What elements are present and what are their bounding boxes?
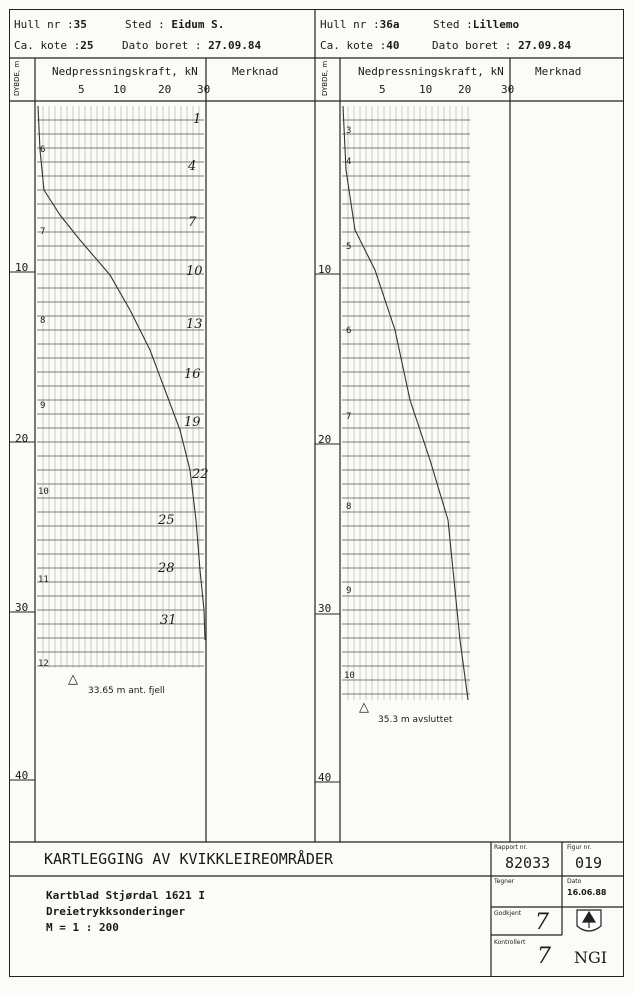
- remark-label-1: Merknad: [232, 65, 279, 78]
- place-name-2: Lillemo: [472, 18, 520, 31]
- place-name-1: Eidum S.: [171, 18, 225, 31]
- count-4: 4: [188, 159, 197, 174]
- count-13: 13: [186, 317, 203, 332]
- force-tick-5-2: 5: [379, 83, 386, 96]
- force-tick-20-2: 20: [458, 83, 472, 96]
- count-16: 16: [184, 367, 201, 382]
- end-depth-2: 35.3 m avsluttet: [378, 715, 453, 725]
- hole-number-2: [320, 19, 399, 30]
- elev-value-2: 40: [386, 39, 400, 52]
- row-number-12-1: 12: [38, 659, 49, 669]
- depth-label-20-2: 20: [318, 433, 332, 446]
- depth-axis-label-1: DYBDE, m: [13, 60, 21, 96]
- elev-value-1: 25: [80, 39, 94, 52]
- sounding-hatching-2: [342, 106, 470, 700]
- row-number-8-1: 8: [40, 316, 46, 326]
- end-marker-icon-1: △: [68, 672, 78, 687]
- force-tick-30-1: 30: [197, 83, 211, 96]
- count-31: 31: [160, 613, 177, 628]
- hole-number-1: [14, 19, 87, 30]
- drawing-scale: M = 1 : 200: [46, 921, 119, 934]
- row-number-11-1: 11: [38, 575, 49, 585]
- force-tick-10-1: 10: [113, 83, 127, 96]
- place-label-1: Sted :: [125, 18, 165, 31]
- hole-no-2: 36a: [379, 18, 400, 31]
- place-label-2: Sted :: [433, 18, 473, 31]
- force-tick-5-1: 5: [78, 83, 85, 96]
- sounding-curve-1: [38, 106, 205, 640]
- hole-label-2: Hull nr :: [320, 18, 380, 31]
- row-number-8-2: 8: [346, 502, 352, 512]
- elev-label-2: Ca. kote :: [320, 39, 387, 52]
- approved-label: Godkjent: [494, 910, 522, 917]
- report-number: 82033: [505, 854, 551, 872]
- end-depth-1: 33.65 m ant. fjell: [88, 686, 165, 696]
- depth-label-40-2: 40: [318, 771, 332, 784]
- count-28: 28: [158, 561, 175, 576]
- date-value-1: 27.09.84: [208, 39, 262, 52]
- checked-signature: 7: [537, 944, 551, 969]
- force-tick-10-2: 10: [419, 83, 433, 96]
- date-label: Dato: [567, 878, 582, 885]
- force-tick-30-2: 30: [501, 83, 515, 96]
- count-19: 19: [184, 415, 201, 430]
- place-1: [125, 19, 224, 30]
- figure-number: 019: [575, 854, 603, 872]
- row-number-6-2: 6: [346, 326, 352, 336]
- date-value-2: 27.09.84: [518, 39, 572, 52]
- place-2: [433, 19, 519, 30]
- depth-label-30-2: 30: [318, 602, 332, 615]
- force-label-2: Nedpressningskraft, kN: [358, 65, 504, 78]
- row-number-9-1: 9: [40, 401, 46, 411]
- count-22: 22: [192, 467, 209, 482]
- elevation-2: [320, 40, 399, 51]
- date-drilled-1: [122, 40, 261, 51]
- hole-no-1: 35: [73, 18, 87, 31]
- hole-label-1: Hull nr :: [14, 18, 74, 31]
- report-number-label: Rapport nr.: [494, 844, 528, 851]
- force-label-1: Nedpressningskraft, kN: [52, 65, 198, 78]
- sounding-curve-2: [343, 106, 468, 700]
- elev-label-1: Ca. kote :: [14, 39, 81, 52]
- row-number-9-2: 9: [346, 586, 352, 596]
- depth-axis-label-2: DYBDE, m: [321, 60, 329, 96]
- date-label-1: Dato boret :: [122, 39, 202, 52]
- depth-label-20-1: 20: [15, 432, 29, 445]
- depth-label-10-2: 10: [318, 263, 332, 276]
- row-number-3-2: 3: [346, 126, 352, 136]
- depth-label-10-1: 10: [15, 261, 29, 274]
- sounding-hatching-1: [37, 106, 204, 668]
- depth-label-40-1: 40: [15, 769, 29, 782]
- drawing-date: 16.06.88: [567, 888, 607, 897]
- sounding-method: Dreietrykksonderinger: [46, 905, 186, 918]
- approved-signature: 7: [535, 910, 549, 935]
- force-tick-20-1: 20: [158, 83, 172, 96]
- count-25: 25: [158, 513, 175, 528]
- row-number-7-2: 7: [346, 412, 352, 422]
- checked-label: Kontrollert: [494, 939, 526, 946]
- date-drilled-2: [432, 40, 571, 51]
- remark-label-2: Merknad: [535, 65, 582, 78]
- elevation-1: [14, 40, 93, 51]
- end-marker-icon-2: △: [359, 700, 369, 715]
- count-7: 7: [188, 215, 197, 230]
- row-number-10-1: 10: [38, 487, 49, 497]
- count-10: 10: [186, 264, 203, 279]
- row-number-4-2: 4: [346, 157, 352, 167]
- drawn-by-label: Tegner: [494, 878, 515, 885]
- ngi-logo: NGI: [574, 948, 608, 967]
- figure-number-label: Figur nr.: [567, 844, 592, 851]
- map-sheet: Kartblad Stjørdal 1621 I: [46, 889, 205, 902]
- row-number-5-2: 5: [346, 242, 352, 252]
- row-number-10-2: 10: [344, 671, 355, 681]
- project-title: KARTLEGGING AV KVIKKLEIREOMRÅDER: [44, 850, 333, 868]
- row-number-6-1: 6: [40, 145, 46, 155]
- row-number-7-1: 7: [40, 227, 46, 237]
- depth-label-30-1: 30: [15, 601, 29, 614]
- count-1: 1: [193, 112, 202, 127]
- date-label-2: Dato boret :: [432, 39, 512, 52]
